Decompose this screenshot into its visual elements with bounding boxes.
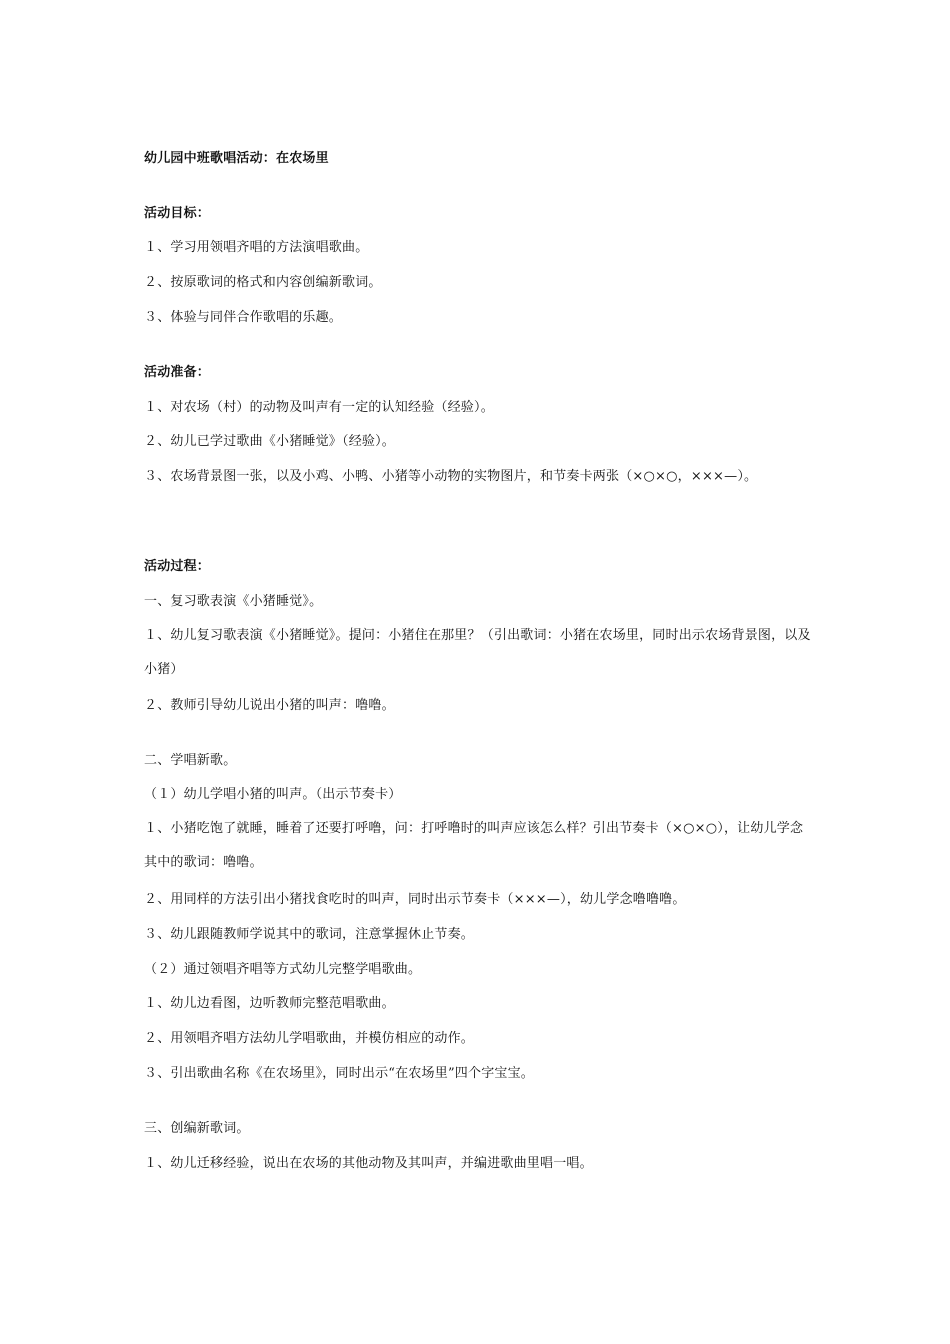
process-part2-sub2-item: ３、引出歌曲名称《在农场里》，同时出示“在农场里”四个字宝宝。 xyxy=(144,1066,534,1081)
process-part3-item: １、幼儿迁移经验，说出在农场的其他动物及其叫声，并编进歌曲里唱一唱。 xyxy=(144,1156,593,1171)
goal-item: １、学习用领唱齐唱的方法演唱歌曲。 xyxy=(144,240,369,255)
preparation-item: １、对农场（村）的动物及叫声有一定的认知经验（经验）。 xyxy=(144,400,494,415)
goal-item: ３、体验与同伴合作歌唱的乐趣。 xyxy=(144,310,343,325)
process-part2-sub2: （２）通过领唱齐唱等方式幼儿完整学唱歌曲。 xyxy=(144,962,422,977)
document-title: 幼儿园中班歌唱活动：在农场里 xyxy=(144,151,329,166)
process-part2-sub1-item: ２、用同样的方法引出小猪找食吃时的叫声，同时出示节奏卡（×××—），幼儿学念噜噜噜。 xyxy=(144,892,686,907)
process-part1-title: 一、复习歌表演《小猪睡觉》。 xyxy=(144,594,323,609)
process-part1-item: ２、教师引导幼儿说出小猪的叫声：噜噜。 xyxy=(144,698,395,713)
process-part2-sub1-item: １、小猪吃饱了就睡，睡着了还要打呼噜，问：打呼噜时的叫声应该怎么样？引出节奏卡（×○×○），让幼儿学念其中的歌词：噜噜。 xyxy=(144,821,804,870)
goal-item: ２、按原歌词的格式和内容创编新歌词。 xyxy=(144,275,382,290)
process-part2-sub1-item: ３、幼儿跟随教师学说其中的歌词，注意掌握休止节奏。 xyxy=(144,927,475,942)
preparation-item: ２、幼儿已学过歌曲《小猪睡觉》（经验）。 xyxy=(144,434,396,449)
process-part1-item: １、幼儿复习歌表演《小猪睡觉》。提问：小猪住在那里？（引出歌词：小猪在农场里，同时出示农场背景图，以及小猪） xyxy=(144,628,811,677)
preparation-heading: 活动准备： xyxy=(144,365,211,380)
goals-heading: 活动目标： xyxy=(144,206,211,221)
process-part2-sub2-item: １、幼儿边看图，边听教师完整范唱歌曲。 xyxy=(144,996,395,1011)
process-part2-title: 二、学唱新歌。 xyxy=(144,753,237,768)
process-part2-sub1: （１）幼儿学唱小猪的叫声。（出示节奏卡） xyxy=(144,787,402,802)
process-part3-title: 三、创编新歌词。 xyxy=(144,1121,250,1136)
preparation-item: ３、农场背景图一张，以及小鸡、小鸭、小猪等小动物的实物图片，和节奏卡两张（×○×○，×××—）。 xyxy=(144,469,758,484)
process-heading: 活动过程： xyxy=(144,559,211,574)
process-part2-sub2-item: ２、用领唱齐唱方法幼儿学唱歌曲，并模仿相应的动作。 xyxy=(144,1031,475,1046)
